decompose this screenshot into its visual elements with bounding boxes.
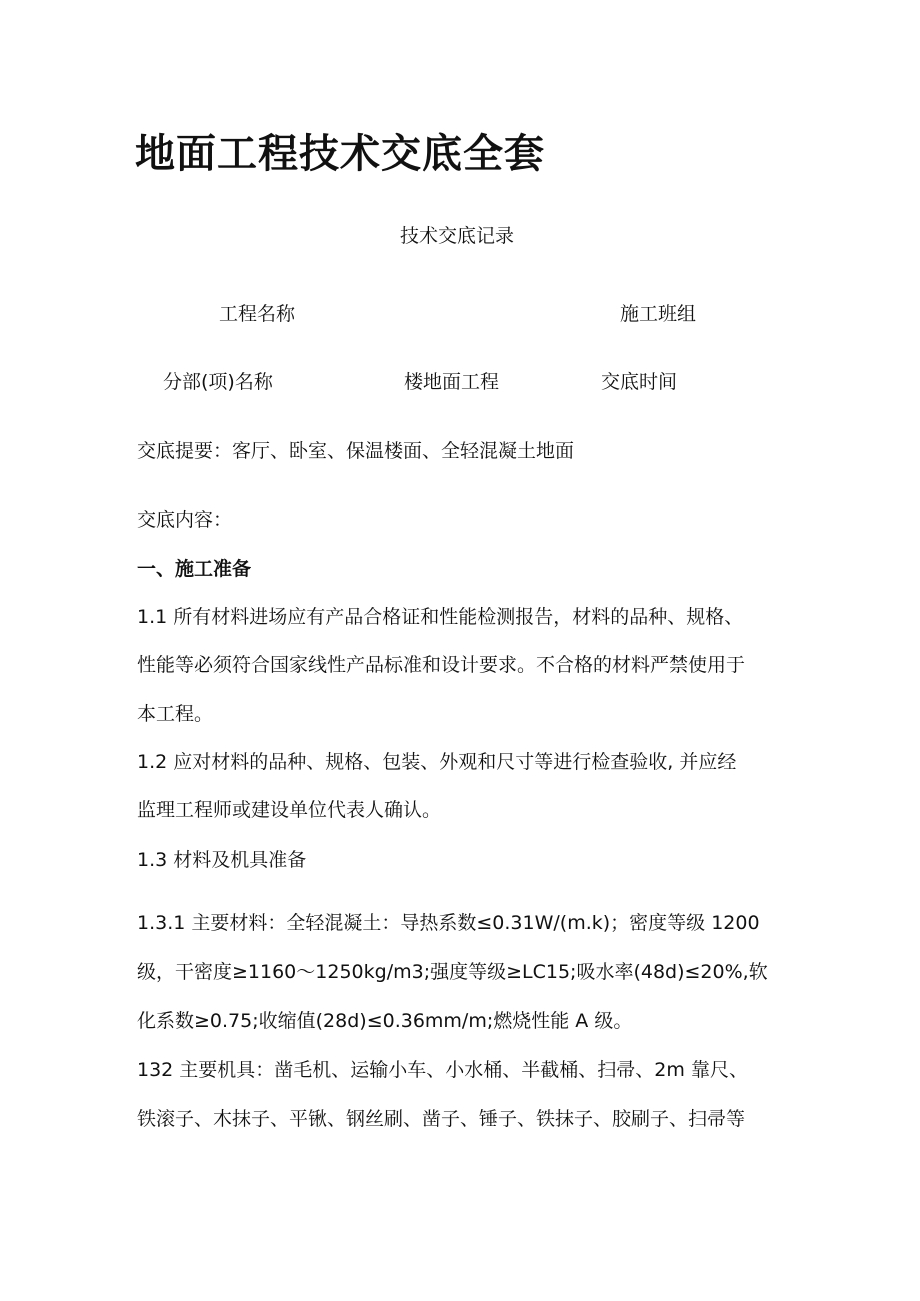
- paragraph-line: 1.3 材料及机具准备: [137, 849, 307, 871]
- paragraph-line: 化系数≥0.75;收缩值(28d)≤0.36mm∕m;燃烧性能 A 级。: [137, 1010, 633, 1032]
- paragraph-line: 本工程。: [137, 703, 214, 725]
- paragraph-line: 级，干密度≥1160～1250kg∕m3;强度等级≥LC15;吸水率(48d)≤20%,软: [137, 961, 768, 983]
- content-label: 交底内容：: [137, 509, 233, 531]
- project-name-label: 工程名称: [219, 303, 296, 325]
- paragraph-line: 1.2 应对材料的品种、规格、包装、外观和尺寸等进行检查验收, 并应经: [137, 751, 737, 773]
- section-value: 楼地面工程: [404, 371, 500, 393]
- section-heading: 一、施工准备: [137, 558, 252, 580]
- paragraph-line: 监理工程师或建设单位代表人确认。: [137, 799, 442, 821]
- paragraph-line: 铁滚子、木抹子、平锹、钢丝刷、凿子、锤子、铁抹子、胶刷子、扫帚等: [137, 1108, 746, 1130]
- paragraph-line: 132 主要机具：凿毛机、运输小车、小水桶、半截桶、扫帚、2m 靠尺、: [137, 1059, 748, 1081]
- paragraph-line: 性能等必须符合国家线性产品标准和设计要求。不合格的材料严禁使用于: [137, 654, 746, 676]
- summary-line: 交底提要：客厅、卧室、保温楼面、全轻混凝土地面: [137, 440, 575, 462]
- paragraph-line: 1.3.1 主要材料：全轻混凝土：导热系数≤0.31W∕(m.k)；密度等级 1200: [137, 912, 760, 934]
- document-subtitle: 技术交底记录: [400, 225, 515, 247]
- document-title: 地面工程技术交底全套: [135, 130, 545, 177]
- team-label: 施工班组: [620, 303, 697, 325]
- paragraph-line: 1.1 所有材料进场应有产品合格证和性能检测报告，材料的品种、规格、: [137, 606, 744, 628]
- time-label: 交底时间: [601, 371, 678, 393]
- section-label: 分部(项)名称: [163, 371, 273, 393]
